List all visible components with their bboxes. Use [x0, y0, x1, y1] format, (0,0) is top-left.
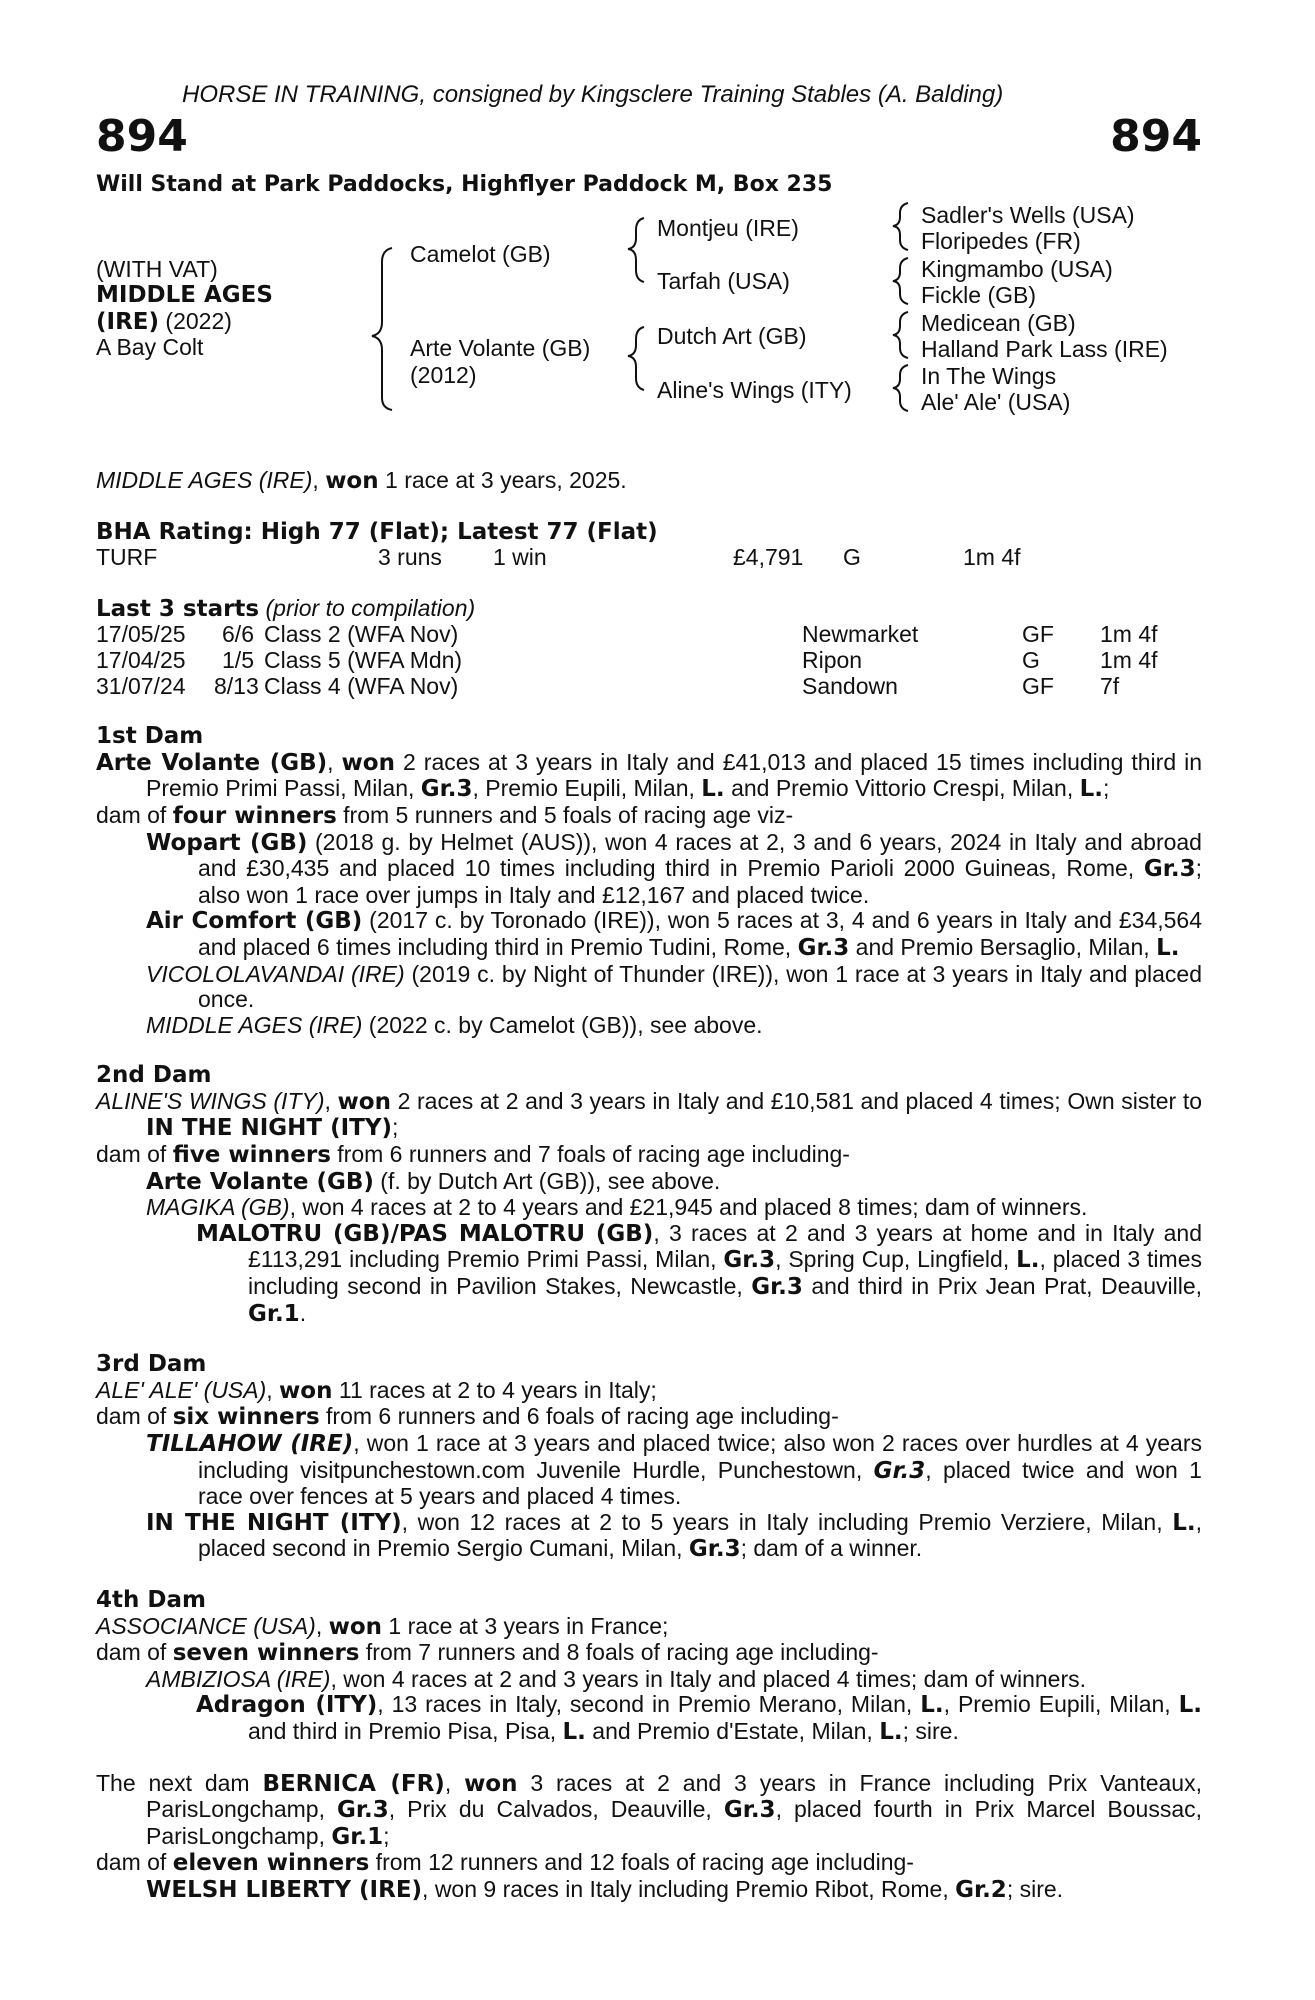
dam-name: BERNICA (FR) — [262, 1770, 445, 1797]
grade: Gr.3 — [873, 1457, 926, 1484]
text: from 12 runners and 12 foals of racing age including- — [369, 1849, 914, 1876]
text: (2018 g. by Helmet (AUS)), won 4 races at 2, 3 and 6 years, 2024 in Italy and abroad and £30,435 and placed 10 times including third in Premio Parioli 2000 Guineas, Rome, — [198, 828, 1202, 882]
text: and third in Prix Jean Prat, Deauville, — [802, 1273, 1202, 1300]
first-dam-heading: 1st Dam — [96, 723, 204, 750]
text: ; — [383, 1822, 390, 1849]
start-row — [96, 648, 1202, 674]
sire-sire: Montjeu (IRE) — [657, 215, 799, 241]
produce-entry — [96, 962, 1202, 1013]
start-distance: 1m 4f — [1100, 621, 1158, 648]
text: from 5 runners and 5 foals of racing age viz- — [336, 801, 794, 828]
start-date: 17/05/25 — [96, 621, 186, 648]
start-course: Sandown — [802, 672, 898, 699]
start-position: 1/5 — [222, 646, 254, 673]
start-row — [96, 674, 1202, 700]
grandsire-3: Medicean (GB) — [921, 310, 1076, 336]
text: , Premio Eupili, Milan, — [472, 775, 702, 802]
dam-name: ASSOCIANCE (USA) — [96, 1612, 316, 1639]
text: , won 9 races in Italy including Premio Ribot, Rome, — [422, 1875, 956, 1902]
grade: Gr.1 — [331, 1823, 384, 1850]
listed: L. — [1156, 934, 1180, 961]
produce-name: MIDDLE AGES (IRE) — [146, 1011, 363, 1038]
start-course: Ripon — [802, 646, 863, 673]
text: dam of — [96, 1639, 173, 1666]
produce-name: Air Comfort (GB) — [146, 908, 363, 935]
second-dam-produce — [96, 1142, 1202, 1169]
text: , 13 races in Italy, second in Premio Merano, Milan, — [377, 1691, 921, 1718]
rating-row — [96, 545, 1202, 571]
produce-entry — [96, 1431, 1202, 1510]
text: from 6 runners and 6 foals of racing age including- — [319, 1403, 839, 1430]
text: dam of — [96, 1403, 173, 1430]
third-dam-produce — [96, 1404, 1202, 1431]
grade: Gr.3 — [723, 1797, 776, 1824]
dam-name: ALE' ALE' (USA) — [96, 1376, 267, 1403]
text: dam of — [96, 1849, 173, 1876]
produce-entry — [96, 1692, 1202, 1745]
dam: Arte Volante (GB) — [410, 335, 591, 361]
sibling-name: IN THE NIGHT (ITY) — [146, 1115, 393, 1142]
text: ; sire. — [902, 1717, 959, 1744]
start-going: GF — [1022, 621, 1054, 648]
text: 2 races at 3 years in Italy and £41,013 and placed 15 times including third in Premio Primi Passi, Milan, — [146, 748, 1203, 802]
winners-count: six winners — [172, 1404, 320, 1431]
text: (2017 c. by Toronado (IRE)), won 5 races at 3, 4 and 6 years in Italy and £34,564 and placed 6 times including third in Premio Tudini, Rome, — [198, 907, 1202, 960]
text: 11 races at 2 to 4 years in Italy; — [332, 1376, 657, 1403]
produce-name: Arte Volante (GB) — [146, 1168, 374, 1195]
produce-name: Wopart (GB) — [146, 829, 308, 856]
listed: L. — [562, 1718, 586, 1745]
text: (2019 c. by Night of Thunder (IRE)), won 1 race at 3 years in Italy and placed once. — [198, 960, 1202, 1013]
grandsire-4: In The Wings — [921, 363, 1057, 389]
dam-year: (2012) — [410, 362, 477, 388]
starts-note: (prior to compilation) — [259, 594, 476, 621]
horse-country: (IRE) — [96, 309, 160, 335]
grade: Gr.1 — [248, 1300, 300, 1327]
start-going: GF — [1022, 672, 1054, 699]
grade: Gr.3 — [688, 1536, 741, 1563]
grade: Gr.2 — [955, 1876, 1007, 1903]
text: The next dam — [96, 1769, 263, 1796]
text: , placed fourth in Prix Marcel Boussac, ParisLongchamp, — [146, 1796, 1202, 1849]
horse-description: A Bay Colt — [96, 334, 204, 360]
rating-going: G — [843, 544, 861, 571]
first-dam-produce — [96, 803, 1202, 830]
start-position: 6/6 — [222, 621, 254, 648]
winners-count: seven winners — [172, 1640, 360, 1667]
grade: Gr.3 — [420, 776, 473, 803]
start-class: Class 2 (WFA Nov) — [264, 621, 459, 648]
text: , placed 3 times including second in Pavilion Stakes, Newcastle, — [248, 1246, 1202, 1300]
text: 1 race at 3 years in France; — [382, 1612, 669, 1639]
start-date: 17/04/25 — [96, 646, 186, 673]
granddam-1: Floripedes (FR) — [921, 228, 1081, 254]
grade: Gr.3 — [751, 1274, 803, 1301]
second-dam-heading: 2nd Dam — [96, 1062, 212, 1089]
rating-distance: 1m 4f — [963, 544, 1021, 571]
granddam-2: Fickle (GB) — [921, 282, 1036, 308]
lot-number-right: 894 — [1110, 111, 1202, 162]
winners-count: five winners — [172, 1142, 331, 1169]
race-summary: MIDDLE AGES (IRE), won 1 race at 3 years, 2025. — [96, 467, 627, 494]
start-position: 8/13 — [214, 672, 259, 699]
start-class: Class 4 (WFA Nov) — [264, 672, 459, 699]
next-dam-produce — [96, 1850, 1202, 1877]
rating-prize: £4,791 — [733, 544, 804, 571]
rating-runs: 3 runs — [378, 544, 442, 571]
produce-entry — [96, 1877, 1202, 1904]
text: , Prix du Calvados, Deauville, — [388, 1796, 724, 1823]
winners-count: eleven winners — [172, 1850, 370, 1877]
dam-name: ALINE'S WINGS (ITY) — [96, 1087, 325, 1114]
start-distance: 1m 4f — [1100, 646, 1158, 673]
won-label: won — [341, 749, 395, 776]
produce-name: MALOTRU (GB)/PAS MALOTRU (GB) — [196, 1220, 654, 1247]
third-dam-heading: 3rd Dam — [96, 1351, 207, 1378]
catalogue-body — [96, 468, 1202, 1904]
dam-sire: Dutch Art (GB) — [657, 323, 807, 349]
produce-entry — [96, 830, 1202, 909]
sire-dam: Tarfah (USA) — [657, 268, 790, 294]
start-class: Class 5 (WFA Mdn) — [264, 646, 463, 673]
text: 3 races at 2 and 3 years in France including Prix Vanteaux, ParisLongchamp, — [146, 1769, 1202, 1823]
dam-dam: Aline's Wings (ITY) — [657, 377, 852, 403]
won-label: won — [337, 1088, 391, 1115]
text: from 7 runners and 8 foals of racing age including- — [359, 1639, 879, 1666]
horse-name: MIDDLE AGES — [96, 282, 273, 308]
fourth-dam-heading: 4th Dam — [96, 1586, 206, 1613]
rating-wins: 1 win — [493, 544, 547, 571]
start-date: 31/07/24 — [96, 672, 186, 699]
summary-horse-name: MIDDLE AGES (IRE) — [96, 467, 313, 493]
text: ; dam of a winner. — [740, 1535, 923, 1562]
listed: L. — [1016, 1247, 1040, 1274]
listed: L. — [1172, 1509, 1196, 1536]
text: and third in Premio Pisa, Pisa, — [248, 1717, 563, 1744]
text: and Premio Vittorio Crespi, Milan, — [724, 775, 1080, 802]
produce-entry — [96, 1195, 1202, 1221]
catalogue-subtitle: HORSE IN TRAINING, consigned by Kingsclere Training Stables (A. Balding) — [182, 81, 1004, 108]
starts-title: Last 3 starts — [96, 595, 260, 622]
horse-year: (2022) — [159, 308, 232, 334]
listed: L. — [1178, 1692, 1203, 1719]
fourth-dam-record: ASSOCIANCE (USA), won 1 race at 3 years in France; — [96, 1612, 669, 1640]
produce-entry — [96, 908, 1202, 961]
text: , 3 races at 2 and 3 years at home and in Italy and £113,291 including Premio Primi Passi, Milan, — [248, 1219, 1202, 1273]
produce-entry — [96, 1221, 1202, 1327]
grandsire-1: Sadler's Wells (USA) — [921, 202, 1135, 228]
text: dam of — [96, 801, 173, 828]
text: , won 12 races at 2 to 5 years in Italy including Premio Verziere, Milan, — [401, 1508, 1173, 1535]
second-dam-record: ALINE'S WINGS (ITY), won 2 races at 2 and 3 years in Italy and £10,581 and placed 4 times; Own sister to IN THE NIGHT (ITY); — [96, 1087, 1202, 1142]
produce-entry — [96, 1510, 1202, 1563]
grade: Gr.3 — [337, 1797, 389, 1824]
vat-note: (WITH VAT) — [96, 256, 218, 282]
text: ; sire. — [1006, 1875, 1064, 1902]
pedigree-braces — [0, 0, 1315, 430]
summary-record: 1 race at 3 years, 2025. — [378, 467, 627, 493]
start-row — [96, 622, 1202, 648]
grandsire-2: Kingmambo (USA) — [921, 256, 1113, 282]
listed: L. — [701, 776, 725, 803]
produce-name: AMBIZIOSA (IRE) — [146, 1665, 331, 1692]
listed: L. — [1079, 776, 1104, 803]
listed: L. — [879, 1718, 903, 1745]
lot-number-left: 894 — [96, 111, 188, 162]
dam-name: Arte Volante (GB) — [96, 749, 328, 776]
produce-name: TILLAHOW (IRE) — [146, 1431, 354, 1457]
first-dam-record: Arte Volante (GB), won 2 races at 3 years in Italy and £41,013 and placed 15 times including third in Premio Primi Passi, Milan, Gr.3, Premio Eupili, Milan, L. and Premio Vittorio Crespi, Milan, L.; — [96, 748, 1203, 803]
grade: Gr.3 — [1143, 856, 1196, 883]
text: (f. by Dutch Art (GB)), see above. — [373, 1167, 721, 1194]
start-course: Newmarket — [802, 621, 919, 648]
starts-heading — [96, 596, 1202, 623]
text: dam of — [96, 1141, 173, 1168]
granddam-4: Ale' Ale' (USA) — [921, 389, 1071, 415]
won-label: won — [279, 1377, 333, 1404]
text: , placed twice and won 1 race over fences at 5 years and placed 4 times. — [198, 1456, 1202, 1510]
produce-entry — [96, 1169, 1202, 1196]
grade: Gr.3 — [797, 934, 850, 961]
text: ; also won 1 race over jumps in Italy and £12,167 and placed twice. — [198, 855, 1202, 908]
text: , placed second in Premio Sergio Cumani, Milan, — [198, 1508, 1202, 1562]
rating-surface: TURF — [96, 544, 158, 571]
text: and Premio d'Estate, Milan, — [585, 1717, 880, 1744]
rating-heading: BHA Rating: High 77 (Flat); Latest 77 (Flat) — [96, 518, 658, 545]
text: 2 races at 2 and 3 years in Italy and £10,581 and placed 4 times; Own sister to — [390, 1087, 1202, 1114]
text: ; — [1103, 775, 1110, 802]
produce-name: VICOLOLAVANDAI (IRE) — [146, 960, 405, 987]
produce-name: Adragon (ITY) — [196, 1692, 378, 1719]
fourth-dam-produce — [96, 1640, 1202, 1667]
summary-won: won — [325, 468, 379, 494]
starts-table — [96, 622, 1202, 699]
produce-entry — [96, 1667, 1202, 1693]
produce-name: IN THE NIGHT (ITY) — [146, 1509, 402, 1536]
next-dam-record: The next dam BERNICA (FR), won 3 races at 2 and 3 years in France including Prix Vanteaux, ParisLongchamp, Gr.3, Prix du Calvados, Deauville, Gr.3, placed fourth in Prix Marcel Boussac, ParisLongchamp, Gr.1; — [96, 1769, 1202, 1850]
sire: Camelot (GB) — [410, 241, 551, 267]
listed: L. — [920, 1692, 944, 1719]
won-label: won — [328, 1613, 383, 1640]
text: . — [299, 1299, 307, 1326]
granddam-3: Halland Park Lass (IRE) — [921, 336, 1168, 362]
text: , won 4 races at 2 and 3 years in Italy and placed 4 times; dam of winners. — [330, 1665, 1087, 1692]
start-distance: 7f — [1100, 672, 1120, 699]
text: , Spring Cup, Lingfield, — [775, 1246, 1017, 1273]
text: and Premio Bersaglio, Milan, — [849, 933, 1157, 960]
text: from 6 runners and 7 foals of racing age including- — [330, 1141, 850, 1168]
stand-location: Will Stand at Park Paddocks, Highflyer Paddock M, Box 235 — [96, 172, 833, 197]
start-going: G — [1022, 646, 1040, 673]
produce-name: MAGIKA (GB) — [146, 1194, 290, 1221]
grade: Gr.3 — [723, 1247, 776, 1274]
text: , won 4 races at 2 to 4 years and £21,945 and placed 8 times; dam of winners. — [289, 1194, 1088, 1221]
text: ; — [392, 1114, 399, 1141]
text: (2022 c. by Camelot (GB)), see above. — [362, 1011, 763, 1038]
third-dam-record: ALE' ALE' (USA), won 11 races at 2 to 4 years in Italy; — [96, 1376, 657, 1404]
produce-name: WELSH LIBERTY (IRE) — [146, 1876, 423, 1903]
produce-entry — [96, 1013, 1202, 1039]
text: , Premio Eupili, Milan, — [943, 1691, 1179, 1718]
winners-count: four winners — [172, 802, 337, 829]
pedigree-chart — [0, 0, 1315, 430]
won-label: won — [464, 1770, 518, 1797]
text: , won 1 race at 3 years and placed twice; also won 2 races over hurdles at 4 years including visitpunchestown.com Juvenile Hurdle, Punchestown, — [198, 1430, 1202, 1483]
